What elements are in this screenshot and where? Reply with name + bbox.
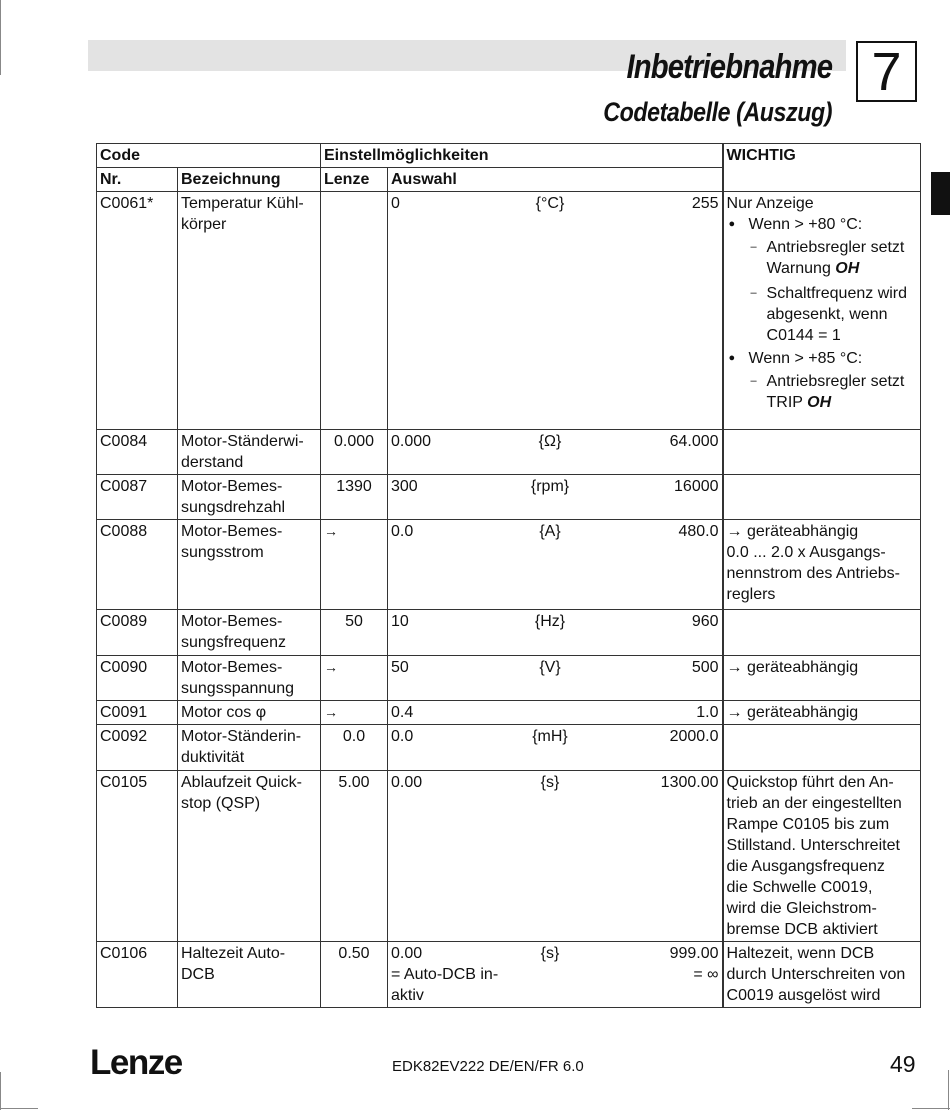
cell-lenze: 5.00 [321,771,388,942]
wichtig-sub-item: – Schaltfrequenz wird abgesenkt, wenn C0144 = 1 [749,283,918,346]
auswahl-unit: {V} [539,659,561,676]
cell-auswahl [388,942,723,1008]
cell-auswahl [388,656,723,701]
cell-bezeichnung: Temperatur Kühl- körper [178,192,321,430]
cell-auswahl [388,771,723,942]
wichtig-bullets [727,214,918,413]
cell-wichtig [723,610,921,656]
auswahl-min: 10 [391,613,409,630]
auswahl-min: 0 [391,195,400,212]
header-nr: Nr. [97,168,178,192]
auswahl-unit: {mH} [532,728,568,745]
cell-bezeichnung: Motor-Bemes- sungsdrehzahl [178,475,321,520]
cell-wichtig: → geräteabhängig [723,656,921,701]
auswahl-max: 500 [691,659,719,676]
auswahl-range [391,521,719,542]
auswahl-max: 255 [691,195,719,212]
cell-lenze: → [321,520,388,610]
auswahl-unit [515,702,585,723]
wichtig-sub-list [749,371,918,413]
page-number: 49 [890,1051,916,1077]
auswahl-max: 1.0 [696,704,719,721]
cell-lenze: → [321,701,388,725]
cell-wichtig [723,475,921,520]
chapter-number-box [856,41,917,102]
cell-code-nr: C0105 [97,771,178,942]
header-auswahl: Auswahl [388,168,723,192]
auswahl-max: 2000.0 [669,728,719,745]
auswahl-max: 960 [691,613,719,630]
crop-mark [0,1072,1,1110]
lenze-logo: Lenze [90,1043,182,1082]
header-lenze: Lenze [321,168,388,192]
cell-code-nr: C0090 [97,656,178,701]
cell-lenze: → [321,656,388,701]
auswahl-range [391,943,719,964]
auswahl-range [391,657,719,678]
table-row [97,656,921,701]
cell-bezeichnung: Motor-Bemes- sungsfrequenz [178,610,321,656]
auswahl-max: 64.000 [669,433,719,450]
document-id: EDK82EV222 DE/EN/FR 6.0 [392,1058,584,1075]
auswahl-unit: {A} [539,523,561,540]
header-einstell: Einstellmöglichkeiten [321,144,723,168]
wichtig-sub-item: – Antriebsregler setzt Warnung OH [749,237,918,279]
cell-wichtig: Quickstop führt den An- trieb an der eingestellten Rampe C0105 bis zum Stillstand. Unterschreitet die Ausgangsfrequenz die Schwelle C0019, wird die Gleichstrom- bremse DCB aktiviert [723,771,921,942]
cell-code-nr: C0106 [97,942,178,1008]
cell-wichtig: → geräteabhängig 0.0 ... 2.0 x Ausgangs- nennstrom des Antriebs- reglers [723,520,921,610]
status-code: OH [807,394,832,411]
cell-code-nr: C0061* [97,192,178,430]
crop-mark [0,1108,38,1109]
auswahl-unit: {rpm} [530,478,570,495]
header-bezeichnung: Bezeichnung [178,168,321,192]
cell-bezeichnung: Motor-Bemes- sungsspannung [178,656,321,701]
table-row [97,475,921,520]
cell-auswahl [388,192,723,430]
table-row [97,520,921,610]
auswahl-max: 1300.00 [660,774,719,791]
cell-bezeichnung: Motor-Bemes- sungsstrom [178,520,321,610]
chapter-side-tab [931,172,950,215]
cell-wichtig [723,430,921,475]
cell-lenze: 0.000 [321,430,388,475]
table-row [97,725,921,771]
table-row [97,701,921,725]
status-code: OH [835,260,860,277]
auswahl-min: 300 [391,478,418,495]
table-row [97,942,921,1008]
auswahl-max: 480.0 [678,523,719,540]
auswahl-range [391,772,719,793]
auswahl-range [391,431,719,452]
table-row [97,771,921,942]
auswahl-min: 0.0 [391,728,414,745]
table-row [97,430,921,475]
cell-lenze: 0.0 [321,725,388,771]
auswahl-range [391,726,719,747]
cell-wichtig [723,725,921,771]
auswahl-min: 0.4 [391,704,414,721]
cell-auswahl [388,701,723,725]
auswahl-notes [391,964,719,1006]
auswahl-range [391,702,719,723]
wichtig-sub-list [749,237,918,346]
chapter-title: Inbetriebnahme [626,48,832,86]
header-wichtig: WICHTIG [723,144,921,192]
cell-auswahl [388,520,723,610]
cell-wichtig: Haltezeit, wenn DCB durch Unterschreiten von C0019 ausgelöst wird [723,942,921,1008]
wichtig-bullet-item: ● Wenn > +85 °C: – Antriebsregler setzt TRIP OH [727,348,918,413]
cell-lenze: 0.50 [321,942,388,1008]
auswahl-range [391,611,719,632]
wichtig-sub-item: – Antriebsregler setzt TRIP OH [749,371,918,413]
chapter-subtitle: Codetabelle (Auszug) [603,97,832,127]
auswahl-min: 0.0 [391,523,414,540]
auswahl-min: 0.00 [391,945,423,962]
cell-lenze: 1390 [321,475,388,520]
cell-bezeichnung: Motor-Ständerin- duktivität [178,725,321,771]
auswahl-unit: {°C} [535,195,565,212]
auswahl-unit: {s} [540,945,560,962]
cell-auswahl [388,725,723,771]
auswahl-unit: {Hz} [534,613,566,630]
code-table [96,143,921,1008]
auswahl-range [391,476,719,497]
wichtig-lead: Nur Anzeige [726,195,814,212]
cell-code-nr: C0088 [97,520,178,610]
auswahl-max: 16000 [674,478,719,495]
cell-bezeichnung: Motor cos φ [178,701,321,725]
header-code: Code [97,144,321,168]
cell-code-nr: C0089 [97,610,178,656]
auswahl-unit: {s} [540,774,560,791]
cell-code-nr: C0092 [97,725,178,771]
auswahl-min: 0.00 [391,774,423,791]
cell-code-nr: C0087 [97,475,178,520]
table-row [97,610,921,656]
cell-code-nr: C0091 [97,701,178,725]
cell-wichtig: → geräteabhängig [723,701,921,725]
cell-code-nr: C0084 [97,430,178,475]
auswahl-max: 999.00 [669,945,719,962]
cell-lenze: 50 [321,610,388,656]
chapter-number: 7 [871,41,902,102]
cell-bezeichnung: Haltezeit Auto- DCB [178,942,321,1008]
cell-auswahl [388,475,723,520]
auswahl-max-note: = ∞ [693,966,719,983]
cell-auswahl [388,430,723,475]
cell-bezeichnung: Ablaufzeit Quick- stop (QSP) [178,771,321,942]
cell-bezeichnung: Motor-Ständerwi- derstand [178,430,321,475]
cell-wichtig [723,192,921,430]
auswahl-min-note: = Auto-DCB in- aktiv [391,966,499,1004]
auswahl-unit: {Ω} [538,433,562,450]
crop-mark [948,1070,949,1110]
auswahl-min: 50 [391,659,409,676]
auswahl-range [391,193,719,214]
auswahl-min: 0.000 [391,433,432,450]
wichtig-bullet-item: ● Wenn > +80 °C: – Antriebsregler setzt Warnung OH – Schaltfrequenz wird abgesenkt, wenn C0144 = 1 [727,214,918,346]
crop-mark [0,0,1,75]
crop-mark [912,1108,950,1109]
table-row [97,192,921,430]
cell-lenze [321,192,388,430]
cell-auswahl [388,610,723,656]
